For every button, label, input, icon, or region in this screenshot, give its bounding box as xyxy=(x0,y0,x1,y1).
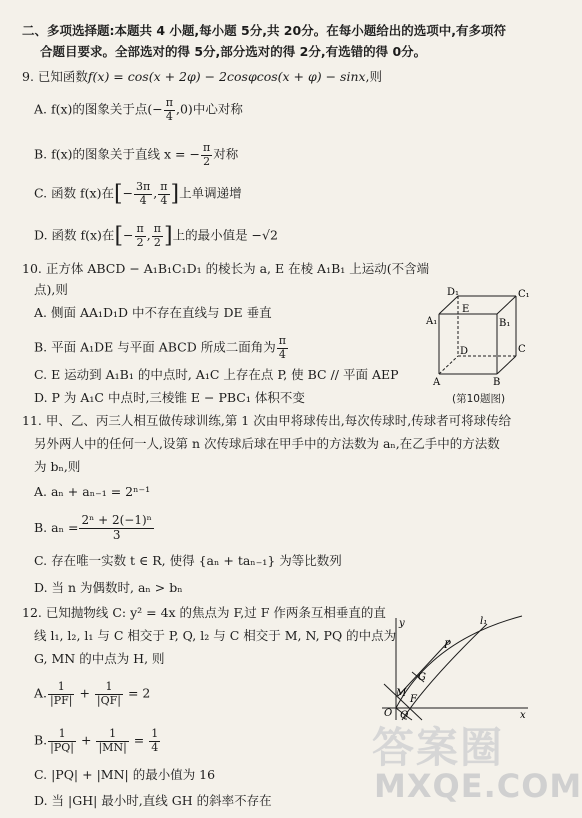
q12-b-label: B. xyxy=(34,732,48,748)
fig-label-p: P xyxy=(444,640,451,651)
q9-d-bracket-close: ] xyxy=(163,223,173,249)
q9-a-fraction: $\frac{\pi}{4}$ xyxy=(165,96,173,123)
q10-b-fraction: $\frac{\pi}{4}$ xyxy=(278,334,286,361)
q9-stem-suffix: ,则 xyxy=(365,69,383,84)
cube-label-c: C xyxy=(518,344,526,355)
cube-label-e: E xyxy=(462,304,470,315)
q9-stem-prefix: 9. 已知函数 xyxy=(22,69,88,84)
q12-option-c: C. |PQ| + |MN| 的最小值为 16 xyxy=(34,767,216,782)
fig-label-m: M xyxy=(396,688,407,699)
q9-c-text: C. 函数 f(x)在 xyxy=(34,185,114,201)
section-heading-line2: 合题目要求。全部选对的得 5分,部分选对的得 2分,有选错的得 0分。 xyxy=(40,44,427,59)
cube-label-a: A xyxy=(433,377,441,388)
fig-label-q: Q xyxy=(400,710,409,721)
q9-c-tail: 上单调递增 xyxy=(179,185,242,201)
q11-stem-line2: 另外两人中的任何一人,设第 n 次传球后球在甲手中的方法数为 aₙ,在乙手中的方法数 xyxy=(34,436,500,451)
watermark-cn: 答案圈 xyxy=(372,723,505,772)
q9-c-fraction-1: $\frac{3\pi}{4}$ xyxy=(136,180,151,207)
q12-a-fraction-1: $\frac{1}{|PF|}$ xyxy=(50,680,73,707)
q9-d-bracket-open: [ xyxy=(114,223,124,249)
q9-d-text: D. 函数 f(x)在 xyxy=(34,227,115,243)
q10-option-d: D. P 为 A₁C 中点时,三棱锥 E − PBC₁ 体积不变 xyxy=(34,390,305,405)
q9-d-tail: 上的最小值是 −√2 xyxy=(172,227,278,243)
cube-label-d1: D₁ xyxy=(447,287,460,298)
q12-b-fraction-1: $\frac{1}{|PQ|}$ xyxy=(50,727,75,754)
q11-option-d: D. 当 n 为偶数时, aₙ > bₙ xyxy=(34,580,183,595)
q11-stem-line3: 为 bₙ,则 xyxy=(34,459,81,474)
cube-label-a1: A₁ xyxy=(426,316,438,327)
fig-label-l1: l₁ xyxy=(480,616,488,627)
q12-option-b: B. $\frac{1}{|PQ|}$ + $\frac{1}{|MN|}$ = $\frac{1}{4}$ xyxy=(34,727,159,754)
q12-option-d: D. 当 |GH| 最小时,直线 GH 的斜率不存在 xyxy=(34,793,272,808)
q10-option-c: C. E 运动到 A₁B₁ 的中点时, A₁C 上存在点 P, 使 BC // 平面 AEP xyxy=(34,367,399,382)
q12-a-fraction-2: $\frac{1}{|QF|}$ xyxy=(96,680,121,707)
q9-stem xyxy=(22,70,382,84)
q10-stem-line2: 点),则 xyxy=(34,282,68,297)
q9-d-fraction-2: $\frac{\pi}{2}$ xyxy=(153,222,161,249)
q9-option-b xyxy=(34,142,238,168)
section-heading-line1: 二、多项选择题:本题共 4 小题,每小题 5分,共 20分。在每小题给出的选项中,有多项符 xyxy=(22,23,506,38)
fig-label-f: F xyxy=(410,694,417,705)
q10-stem-line1: 10. 正方体 ABCD − A₁B₁C₁D₁ 的棱长为 a, E 在棱 A₁B₁ 上运动(不含端 xyxy=(22,261,430,276)
q12-b-equals: = xyxy=(133,732,145,748)
watermark-url: MXQE.COM xyxy=(374,767,582,805)
q11-b-fraction: $\frac{\text{2ⁿ + 2(−1)ⁿ}}{3}$ xyxy=(81,513,152,542)
cube-label-b: B xyxy=(493,377,501,388)
q9-option-d: D. 函数 f(x)在[− $\frac{\pi}{2}$ , $\frac{\pi}{2}$ ]上的最小值是 −√2 xyxy=(34,222,278,249)
q12-option-a: A. $\frac{1}{|PF|}$ + $\frac{1}{|QF|}$ = 2 xyxy=(34,680,151,707)
fig-label-y: y xyxy=(399,618,405,629)
q11-b-text: B. aₙ = xyxy=(34,519,79,535)
fig-label-g: G xyxy=(418,672,426,683)
q10-option-b xyxy=(34,335,289,361)
q10-figure-caption: (第10题图) xyxy=(452,393,506,405)
q12-b-result: $\frac{1}{4}$ xyxy=(151,727,159,754)
q11-stem-line1: 11. 甲、乙、丙三人相互做传球训练,第 1 次由甲将球传出,每次传球时,传球者可将球传给 xyxy=(22,413,512,428)
q9-b-tail: 对称 xyxy=(213,146,239,162)
q12-parabola-figure xyxy=(372,612,534,722)
q9-b-text: B. f(x)的图象关于直线 x = − xyxy=(34,146,200,162)
cube-label-b1: B₁ xyxy=(499,318,511,329)
q12-stem-line3: G, MN 的中点为 H, 则 xyxy=(34,651,165,666)
q10-b-text: B. 平面 A₁DE 与平面 ABCD 所成二面角为 xyxy=(34,339,276,355)
q10-cube-figure xyxy=(425,286,535,390)
q12-b-fraction-2: $\frac{1}{|MN|}$ xyxy=(98,727,127,754)
fig-label-x: x xyxy=(520,710,526,721)
q12-stem-line1: 12. 已知抛物线 C: y² = 4x 的焦点为 F,过 F 作两条互相垂直的直 xyxy=(22,605,386,620)
cube-label-d: D xyxy=(460,346,469,357)
cube-label-c1: C₁ xyxy=(518,289,530,300)
q9-a-paren-close: ,0) xyxy=(176,101,193,117)
q9-option-a xyxy=(34,97,243,123)
q9-c-bracket-close: ] xyxy=(170,181,180,207)
q9-a-text: A. f(x)的图象关于点 xyxy=(34,101,148,117)
q12-stem-line2: 线 l₁, l₂, l₁ 与 C 相交于 P, Q, l₂ 与 C 相交于 M, N, PQ 的中点为 xyxy=(34,628,397,643)
q12-a-label: A. xyxy=(34,685,48,701)
q9-c-fraction-2: $\frac{\pi}{4}$ xyxy=(160,180,168,207)
q9-a-paren: (− xyxy=(147,101,163,117)
q9-a-tail: 中心对称 xyxy=(192,101,243,117)
watermark xyxy=(372,715,582,815)
q9-b-fraction: $\frac{\pi}{2}$ xyxy=(202,141,211,168)
fig-label-o: O xyxy=(384,708,393,719)
q9-stem-formula: f(x) = cos(x + 2φ) − 2cosφcos(x + φ) − sinx xyxy=(87,69,366,84)
q11-option-a: A. aₙ + aₙ₋₁ = 2ⁿ⁻¹ xyxy=(34,484,151,499)
q9-c-bracket-open: [ xyxy=(113,181,123,207)
q10-option-a: A. 侧面 AA₁D₁D 中不存在直线与 DE 垂直 xyxy=(34,305,272,320)
q12-a-tail: = 2 xyxy=(127,685,151,701)
q11-option-b xyxy=(34,514,155,543)
q11-option-c: C. 存在唯一实数 t ∈ R, 使得 {aₙ + taₙ₋₁} 为等比数列 xyxy=(34,553,342,568)
q9-d-fraction-1: $\frac{\pi}{2}$ xyxy=(136,222,144,249)
q9-option-c: C. 函数 f(x)在[− $\frac{3\pi}{4}$ , $\frac{\pi}{4}$ ]上单调递增 xyxy=(34,180,242,207)
